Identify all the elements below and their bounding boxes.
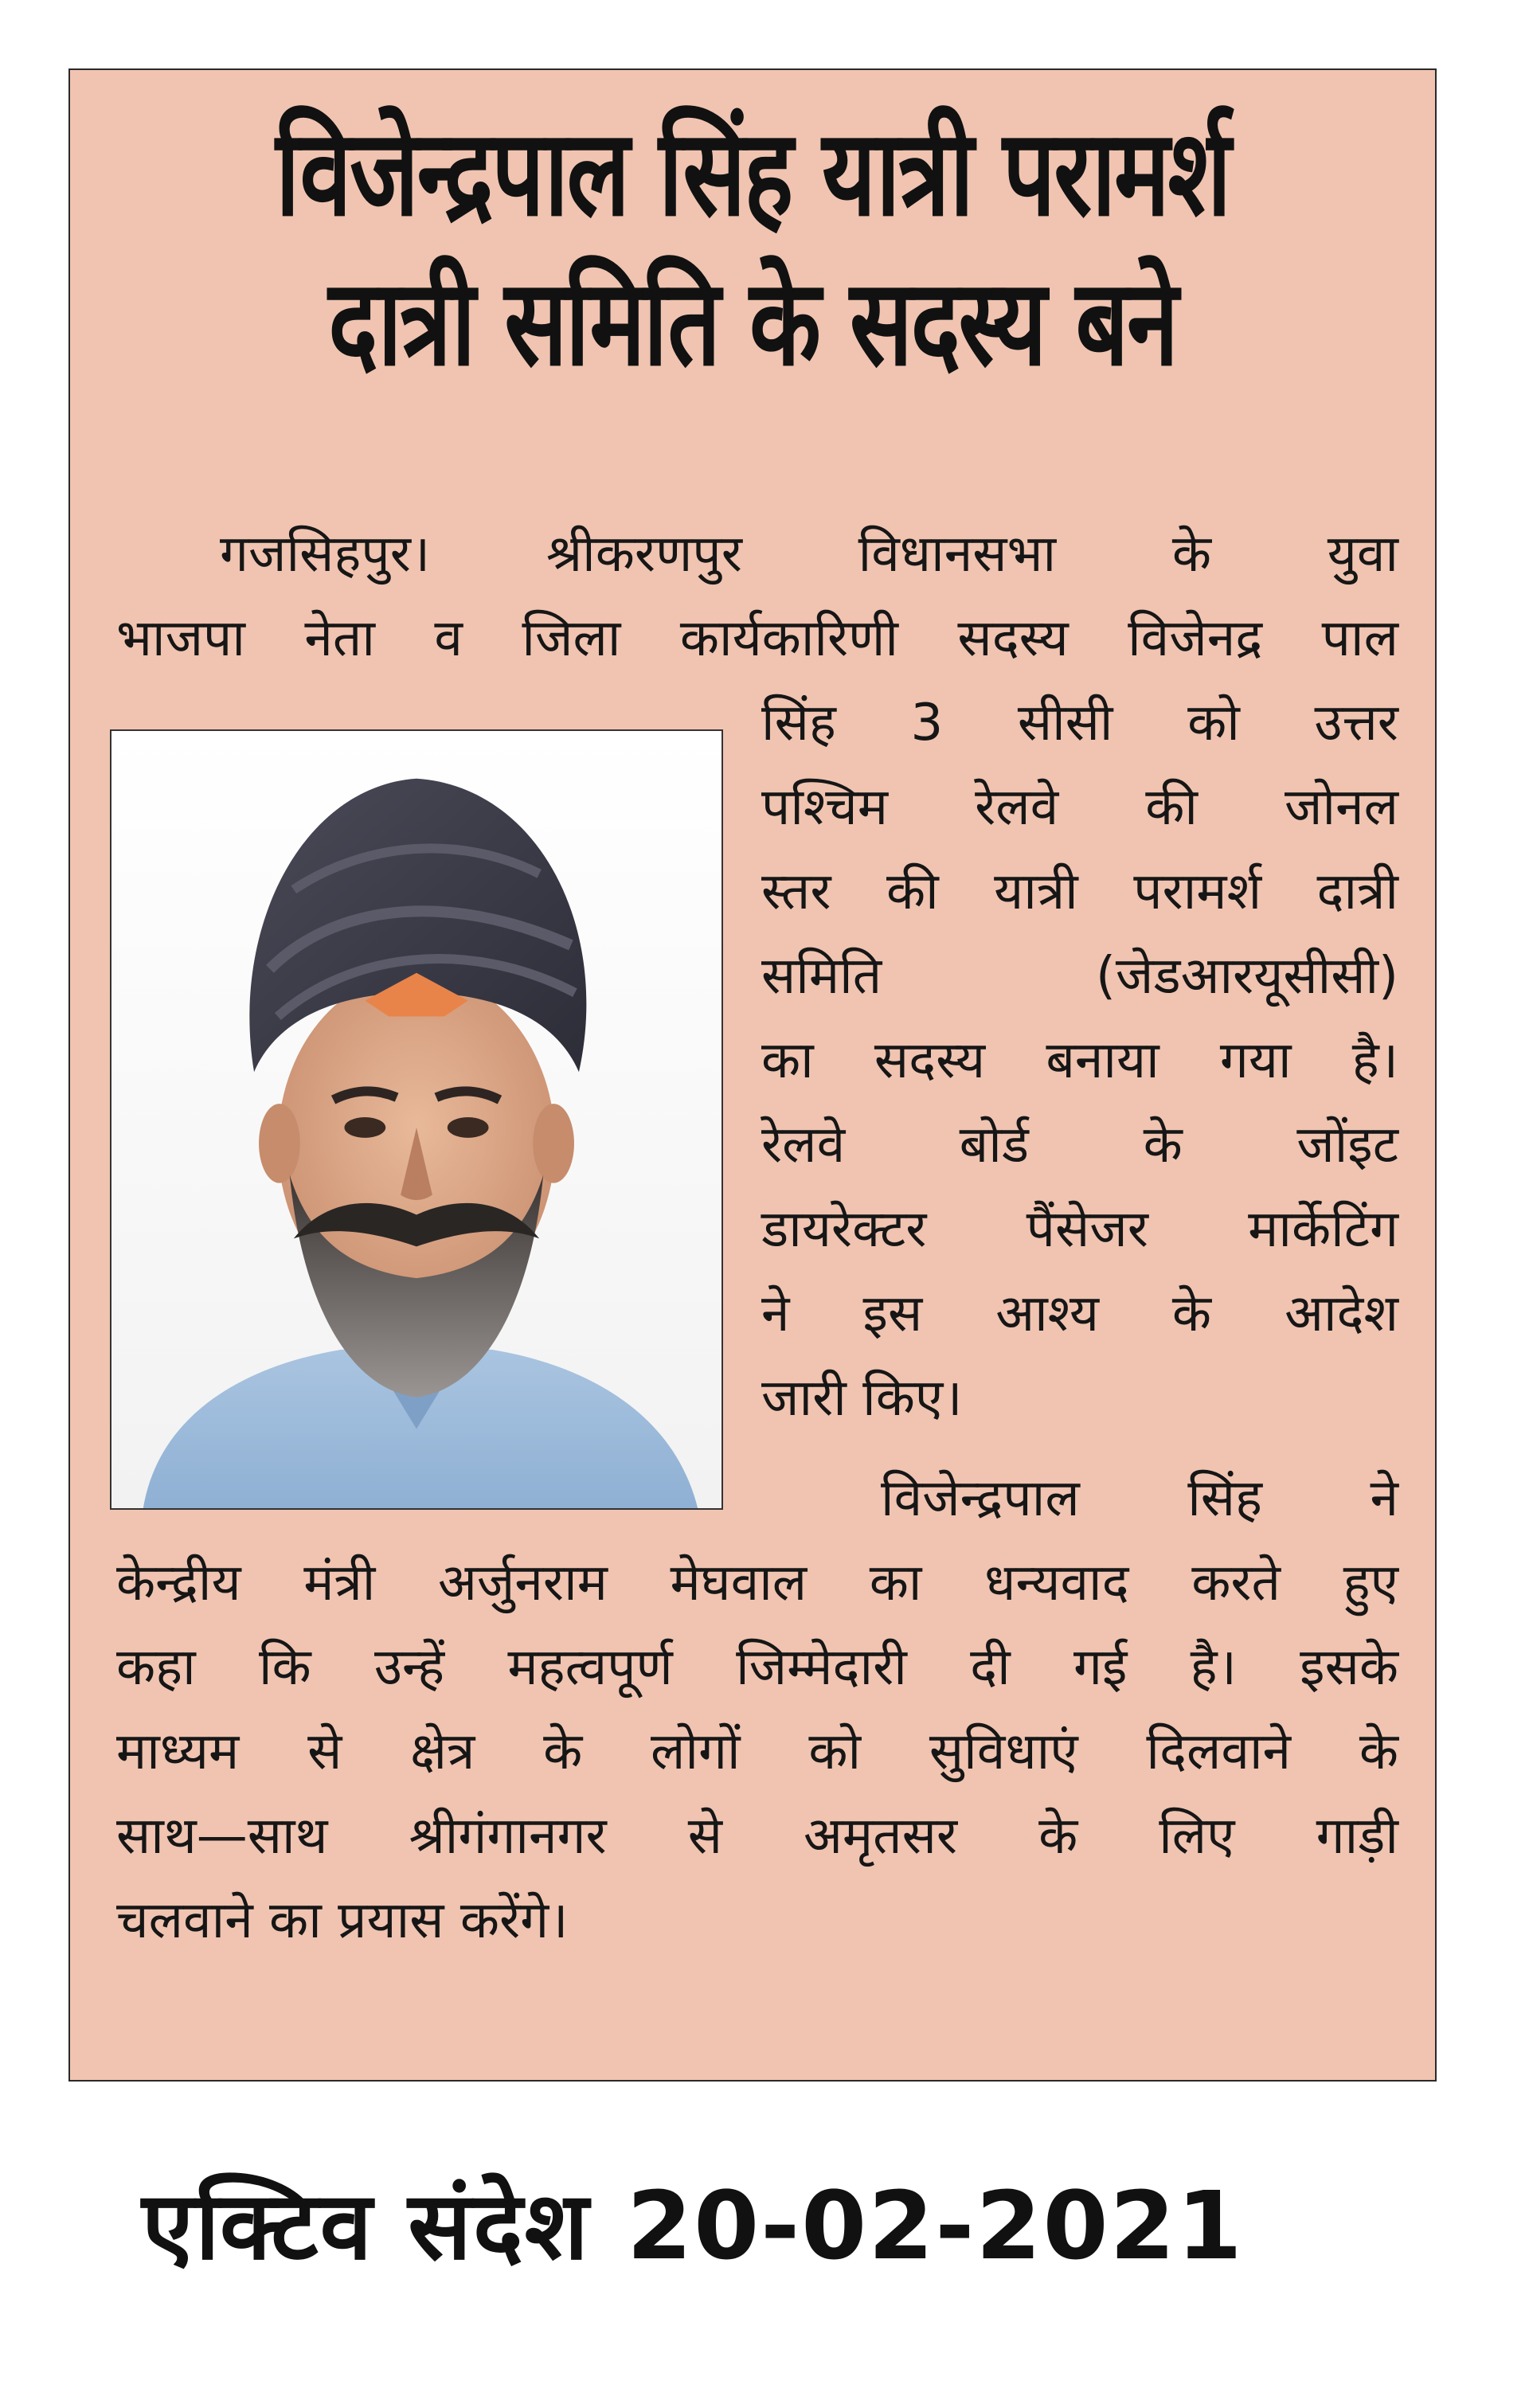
body-line-13: केन्द्रीय मंत्री अर्जुनराम मेघवाल का धन्यवाद करते हुए bbox=[116, 1554, 1398, 1612]
body-line-17: चलवाने का प्रयास करेंगे। bbox=[116, 1891, 569, 1950]
news-clipping bbox=[68, 68, 1437, 2082]
body-line-11: जारी किए। bbox=[761, 1369, 963, 1428]
body-line-15: माध्यम से क्षेत्र के लोगों को सुविधाएं दिलवाने के bbox=[116, 1722, 1398, 1781]
body-line-2: भाजपा नेता व जिला कार्यकारिणी सदस्य विजेनद्र पाल bbox=[116, 609, 1398, 668]
body-line-3: सिंह 3 सीसी को उत्तर bbox=[761, 694, 1398, 752]
body-line-10: ने इस आश्य के आदेश bbox=[761, 1284, 1398, 1343]
body-line-1: गजसिहपुर। श्रीकरणपुर विधानसभा के युवा bbox=[220, 525, 1398, 584]
body-line-16: साथ—साथ श्रीगंगानगर से अमृतसर के लिए गाड़ी bbox=[116, 1807, 1398, 1866]
publication-date: 20-02-2021 bbox=[626, 2171, 1244, 2281]
portrait-photo-icon bbox=[111, 731, 721, 1508]
publication-footer bbox=[142, 2158, 1244, 2286]
body-line-14: कहा कि उन्हें महत्वपूर्ण जिम्मेदारी दी गई है। इसके bbox=[116, 1638, 1398, 1697]
body-line-9: डायरेक्टर पैंसेजर मार्केटिंग bbox=[761, 1200, 1398, 1259]
publication-name: एक्टिव संदेश bbox=[142, 2171, 590, 2281]
headline-line-1: विजेन्द्रपाल सिंह यात्री परामर्श bbox=[276, 104, 1230, 243]
headline bbox=[118, 104, 1387, 393]
body-line-6: समिति (जेडआरयूसीसी) bbox=[761, 947, 1398, 1006]
headline-line-2: दात्री समिति के सदस्य बने bbox=[328, 254, 1177, 393]
portrait-photo bbox=[110, 729, 723, 1510]
body-line-5: स्तर की यात्री परामर्श दात्री bbox=[761, 862, 1398, 921]
body-line-4: पश्चिम रेलवे की जोनल bbox=[761, 778, 1398, 837]
body-line-7: का सदस्य बनाया गया है। bbox=[761, 1031, 1398, 1090]
body-line-8: रेलवे बोर्ड के जोंइट bbox=[761, 1116, 1398, 1175]
body-line-12: विजेन्द्रपाल सिंह ने bbox=[881, 1469, 1398, 1528]
